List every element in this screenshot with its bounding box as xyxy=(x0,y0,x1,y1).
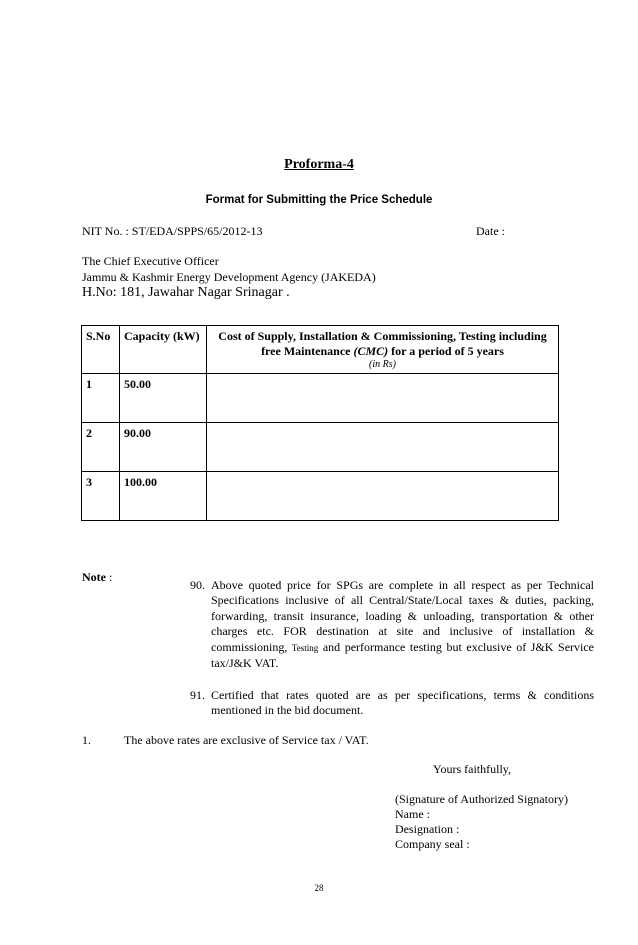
header-cost-unit: (in Rs) xyxy=(369,359,396,370)
header-cost xyxy=(207,326,559,374)
closing-text: Yours faithfully, xyxy=(433,762,512,776)
table-header-row xyxy=(82,326,559,374)
cell-sno: 3 xyxy=(82,472,120,521)
header-cost-text: Cost of Supply, Installation & Commissioning, Testing including free Maintenance xyxy=(218,329,547,358)
note-item-number: 90. xyxy=(190,578,205,592)
cell-capacity: 50.00 xyxy=(120,374,207,423)
company-seal-label: Company seal : xyxy=(395,837,470,851)
cell-cost[interactable] xyxy=(207,374,559,423)
page-number: 28 xyxy=(314,883,324,893)
address-line-1: The Chief Executive Officer xyxy=(82,254,219,268)
header-capacity: Capacity (kW) xyxy=(120,326,207,374)
page-subtitle: Format for Submitting the Price Schedule xyxy=(205,194,433,206)
note-item xyxy=(190,578,594,671)
table-row xyxy=(82,374,559,423)
cell-capacity: 90.00 xyxy=(120,423,207,472)
note-label xyxy=(82,570,112,585)
cell-cost[interactable] xyxy=(207,423,559,472)
header-cost-cmc: (CMC) xyxy=(353,344,389,358)
address-line-3: H.No: 181, Jawahar Nagar Srinagar . xyxy=(82,285,290,300)
table-row xyxy=(82,472,559,521)
address-line-2: Jammu & Kashmir Energy Development Agency (JAKEDA) xyxy=(82,270,376,284)
note-item xyxy=(190,688,594,719)
nit-number: NIT No. : ST/EDA/SPPS/65/2012-13 xyxy=(82,224,263,238)
cell-sno: 2 xyxy=(82,423,120,472)
cell-sno: 1 xyxy=(82,374,120,423)
note-item-text-b: and performance testing but exclusive of J&K Service tax/J&K VAT. xyxy=(211,639,595,671)
signature-line: (Signature of Authorized Signatory) xyxy=(395,792,568,806)
header-sno: S.No xyxy=(82,326,120,374)
header-cost-text-end: for a period of 5 years xyxy=(388,344,504,358)
item-number: 1. xyxy=(82,733,91,747)
note-label-sep: : xyxy=(106,570,113,584)
table-row xyxy=(82,423,559,472)
note-item-text: Certified that rates quoted are as per specifications, terms & conditions mentioned in the bid document. xyxy=(211,688,594,718)
note-item-text xyxy=(211,578,594,671)
cell-cost[interactable] xyxy=(207,472,559,521)
item-text: The above rates are exclusive of Service tax / VAT. xyxy=(124,733,369,747)
page-title: Proforma-4 xyxy=(284,157,354,172)
date-label: Date : xyxy=(476,224,505,238)
price-schedule-table xyxy=(81,325,559,521)
note-label-text: Note xyxy=(82,570,106,584)
designation-label: Designation : xyxy=(395,822,460,836)
name-label: Name : xyxy=(395,807,430,821)
note-item-text-small: Testing xyxy=(291,642,319,653)
note-item-number: 91. xyxy=(190,688,205,702)
cell-capacity: 100.00 xyxy=(120,472,207,521)
note-item-text-a: Above quoted price for SPGs are complete in all respect as per Technical Specifications inclusive of all Central/State/Local taxes & duties, packing, forwarding, transit insurance, loading & unloading, transportation & other charges etc. FOR destination at site and inclusive of installation & commissioning, xyxy=(211,578,594,654)
